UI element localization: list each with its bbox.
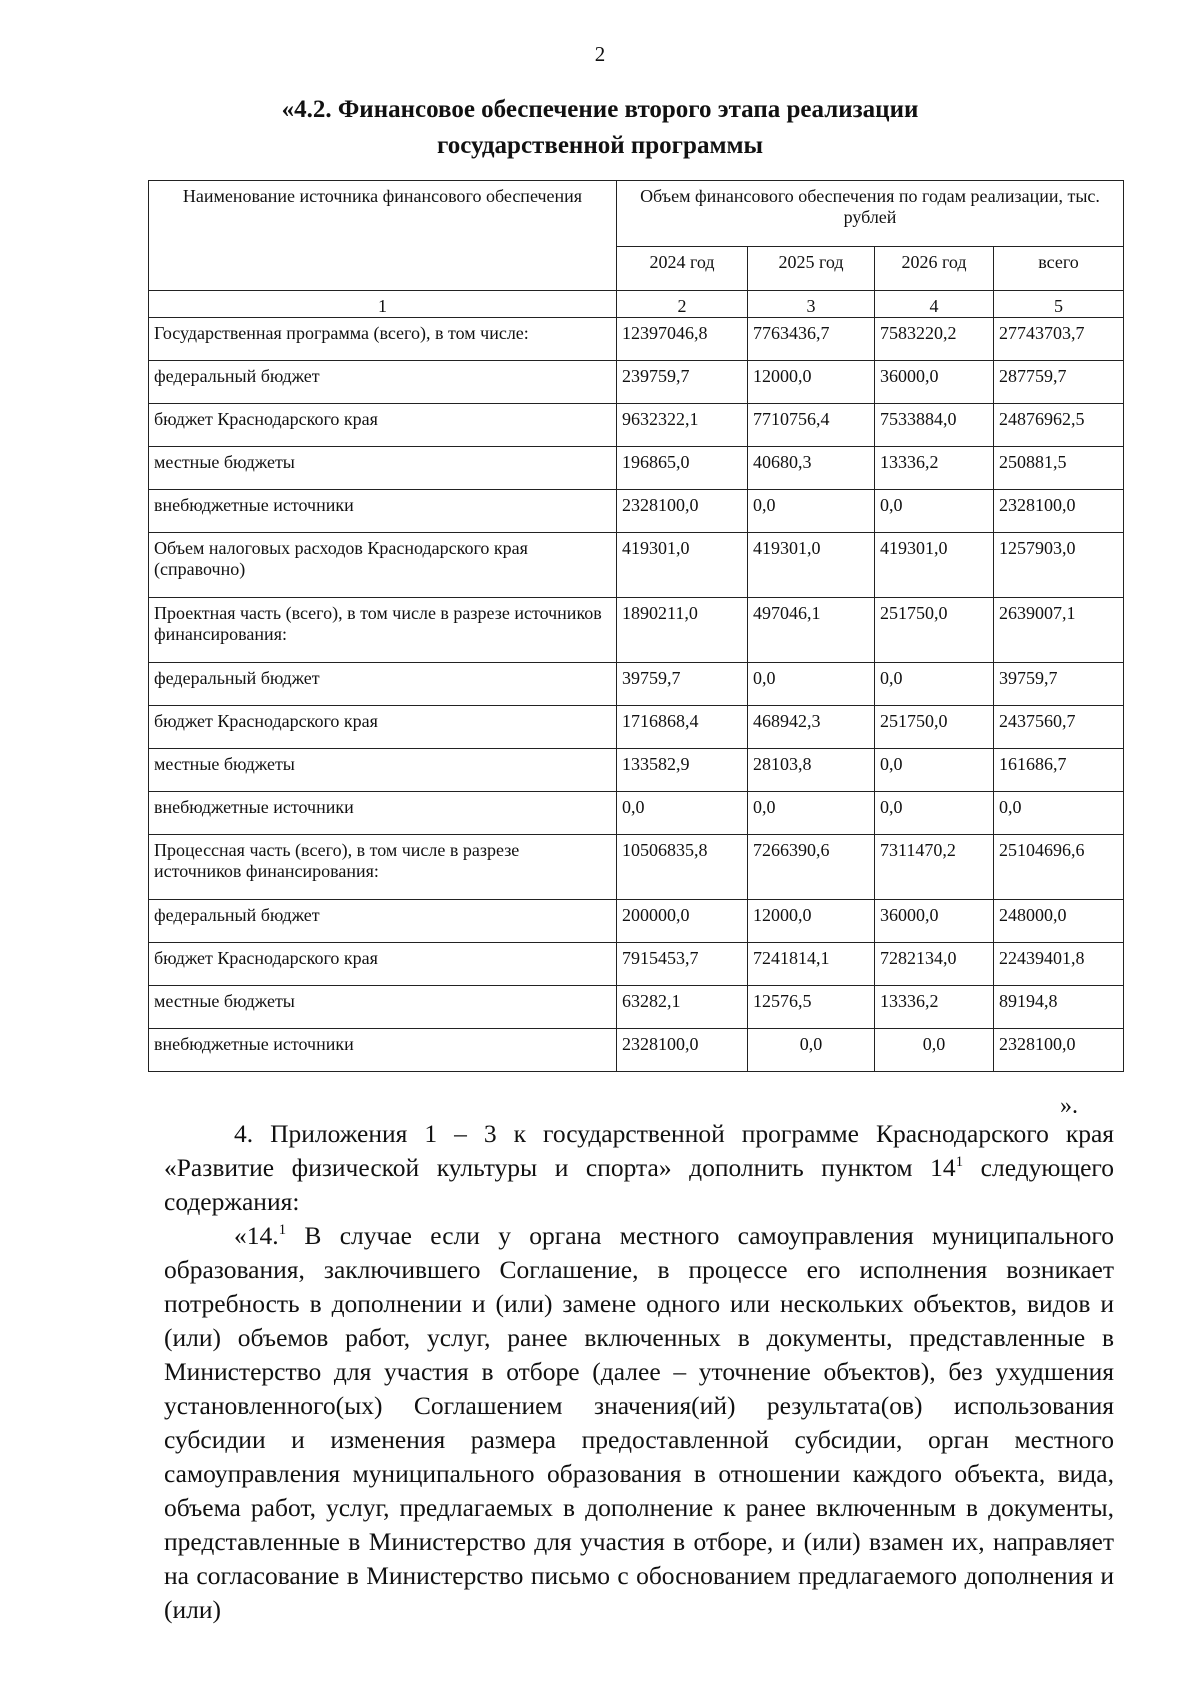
cell-2026: 0,0 xyxy=(875,1029,994,1072)
row-name: Государственная программа (всего), в том числе: xyxy=(149,318,617,361)
title-line-2: государственной программы xyxy=(436,132,764,159)
superscript: 1 xyxy=(955,1154,964,1170)
cell-2024: 10506835,8 xyxy=(617,835,748,900)
cell-total: 2328100,0 xyxy=(994,490,1124,533)
table-row xyxy=(149,533,1124,598)
table-row xyxy=(149,986,1124,1029)
cell-2025: 0,0 xyxy=(748,1029,875,1072)
row-name: Проектная часть (всего), в том числе в разрезе источников финансирования: xyxy=(149,598,617,663)
cell-2024: 12397046,8 xyxy=(617,318,748,361)
cell-2025: 28103,8 xyxy=(748,749,875,792)
row-name: Объем налоговых расходов Краснодарского края (справочно) xyxy=(149,533,617,598)
cell-total: 248000,0 xyxy=(994,900,1124,943)
cell-2026: 13336,2 xyxy=(875,447,994,490)
cell-total: 39759,7 xyxy=(994,663,1124,706)
paragraph-4-text-b: следующего содержания: xyxy=(164,1153,1114,1216)
row-name: бюджет Краснодарского края xyxy=(149,706,617,749)
header-year-2026: 2026 год xyxy=(875,247,994,291)
superscript: 1 xyxy=(278,1222,287,1238)
cell-total: 22439401,8 xyxy=(994,943,1124,986)
cell-2026: 7533884,0 xyxy=(875,404,994,447)
table-row xyxy=(149,792,1124,835)
table-row xyxy=(149,749,1124,792)
cell-2025: 7710756,4 xyxy=(748,404,875,447)
col-number: 1 xyxy=(149,291,617,318)
col-number: 3 xyxy=(748,291,875,318)
table-row xyxy=(149,943,1124,986)
cell-total: 287759,7 xyxy=(994,361,1124,404)
cell-2026: 36000,0 xyxy=(875,900,994,943)
cell-2024: 9632322,1 xyxy=(617,404,748,447)
cell-2024: 1716868,4 xyxy=(617,706,748,749)
paragraph-4 xyxy=(164,1117,1114,1219)
title-line-1: «4.2. Финансовое обеспечение второго этапа реализации xyxy=(281,96,919,123)
table-row xyxy=(149,900,1124,943)
table-row xyxy=(149,361,1124,404)
cell-2025: 0,0 xyxy=(748,792,875,835)
header-total: всего xyxy=(994,247,1124,291)
cell-2026: 0,0 xyxy=(875,663,994,706)
col-number: 4 xyxy=(875,291,994,318)
cell-total: 27743703,7 xyxy=(994,318,1124,361)
paragraph-14-1-text: В случае если у органа местного самоуправления муниципального образования, заключившего Соглашение, в процессе его исполнения возникает потребность в дополнении и (или) замене одного или нескольких объектов, видов и (или) объемов работ, услуг, ранее включенных в документы, представленные в Министерство для участия в отборе (далее – уточнение объектов), без ухудшения установленного(ых) Соглашением значения(ий) результата(ов) использования субсидии и изменения размера предоставленной субсидии, орган местного самоуправления муниципального образования в отношении каждого объекта, вида, объема работ, услуг, предлагаемых в дополнение к ранее включенным в документы, представленные в Министерство для участия в отборе, и (или) взамен их, направляет на согласование в Министерство письмо с обоснованием предлагаемого дополнения и (или) xyxy=(164,1221,1114,1624)
paragraph-14-1 xyxy=(164,1219,1114,1627)
cell-2026: 0,0 xyxy=(875,792,994,835)
cell-2024: 239759,7 xyxy=(617,361,748,404)
cell-2025: 0,0 xyxy=(748,490,875,533)
cell-2026: 13336,2 xyxy=(875,986,994,1029)
header-year-2024: 2024 год xyxy=(617,247,748,291)
cell-total: 1257903,0 xyxy=(994,533,1124,598)
cell-2024: 0,0 xyxy=(617,792,748,835)
cell-2025: 12576,5 xyxy=(748,986,875,1029)
cell-2025: 419301,0 xyxy=(748,533,875,598)
row-name: федеральный бюджет xyxy=(149,900,617,943)
cell-total: 2437560,7 xyxy=(994,706,1124,749)
col-number: 5 xyxy=(994,291,1124,318)
cell-2026: 7282134,0 xyxy=(875,943,994,986)
cell-2024: 1890211,0 xyxy=(617,598,748,663)
cell-2024: 419301,0 xyxy=(617,533,748,598)
cell-2026: 251750,0 xyxy=(875,598,994,663)
cell-total: 2328100,0 xyxy=(994,1029,1124,1072)
cell-2026: 36000,0 xyxy=(875,361,994,404)
cell-2025: 7266390,6 xyxy=(748,835,875,900)
cell-2024: 2328100,0 xyxy=(617,490,748,533)
cell-total: 89194,8 xyxy=(994,986,1124,1029)
cell-2025: 40680,3 xyxy=(748,447,875,490)
cell-2025: 468942,3 xyxy=(748,706,875,749)
cell-2024: 39759,7 xyxy=(617,663,748,706)
cell-2024: 133582,9 xyxy=(617,749,748,792)
row-name: федеральный бюджет xyxy=(149,663,617,706)
table-row xyxy=(149,835,1124,900)
row-name: местные бюджеты xyxy=(149,749,617,792)
cell-2025: 12000,0 xyxy=(748,900,875,943)
header-source: Наименование источника финансового обеспечения xyxy=(149,181,617,291)
header-year-2025: 2025 год xyxy=(748,247,875,291)
table-row xyxy=(149,318,1124,361)
cell-total: 161686,7 xyxy=(994,749,1124,792)
page-number: 2 xyxy=(594,42,606,66)
cell-2025: 12000,0 xyxy=(748,361,875,404)
cell-total: 250881,5 xyxy=(994,447,1124,490)
cell-total: 0,0 xyxy=(994,792,1124,835)
table-row xyxy=(149,663,1124,706)
paragraph-14-1-number: «14. xyxy=(234,1221,279,1250)
row-name: внебюджетные источники xyxy=(149,490,617,533)
cell-2026: 7311470,2 xyxy=(875,835,994,900)
row-name: местные бюджеты xyxy=(149,986,617,1029)
col-number: 2 xyxy=(617,291,748,318)
cell-total: 24876962,5 xyxy=(994,404,1124,447)
cell-2026: 7583220,2 xyxy=(875,318,994,361)
cell-total: 25104696,6 xyxy=(994,835,1124,900)
cell-2024: 200000,0 xyxy=(617,900,748,943)
table-row xyxy=(149,598,1124,663)
cell-total: 2639007,1 xyxy=(994,598,1124,663)
row-name: внебюджетные источники xyxy=(149,792,617,835)
closing-quote: ». xyxy=(1060,1093,1078,1119)
cell-2024: 196865,0 xyxy=(617,447,748,490)
header-volume: Объем финансового обеспечения по годам реализации, тыс. рублей xyxy=(617,181,1124,247)
cell-2026: 0,0 xyxy=(875,749,994,792)
cell-2026: 419301,0 xyxy=(875,533,994,598)
row-name: местные бюджеты xyxy=(149,447,617,490)
cell-2026: 251750,0 xyxy=(875,706,994,749)
table-row xyxy=(149,447,1124,490)
cell-2025: 497046,1 xyxy=(748,598,875,663)
section-title xyxy=(150,92,1050,164)
cell-2025: 0,0 xyxy=(748,663,875,706)
cell-2025: 7241814,1 xyxy=(748,943,875,986)
cell-2024: 7915453,7 xyxy=(617,943,748,986)
cell-2024: 63282,1 xyxy=(617,986,748,1029)
row-name: федеральный бюджет xyxy=(149,361,617,404)
paragraph-4-text-a: 4. Приложения 1 – 3 к государственной программе Краснодарского края «Развитие физической культуры и спорта» дополнить пунктом 14 xyxy=(164,1119,1114,1182)
table-row xyxy=(149,1029,1124,1072)
cell-2025: 7763436,7 xyxy=(748,318,875,361)
cell-2024: 2328100,0 xyxy=(617,1029,748,1072)
cell-2026: 0,0 xyxy=(875,490,994,533)
row-name: Процессная часть (всего), в том числе в разрезе источников финансирования: xyxy=(149,835,617,900)
row-name: бюджет Краснодарского края xyxy=(149,404,617,447)
row-name: бюджет Краснодарского края xyxy=(149,943,617,986)
table-row xyxy=(149,490,1124,533)
body-text xyxy=(164,1117,1114,1627)
table-row xyxy=(149,404,1124,447)
finance-table xyxy=(148,180,1124,1072)
table-row xyxy=(149,706,1124,749)
row-name: внебюджетные источники xyxy=(149,1029,617,1072)
